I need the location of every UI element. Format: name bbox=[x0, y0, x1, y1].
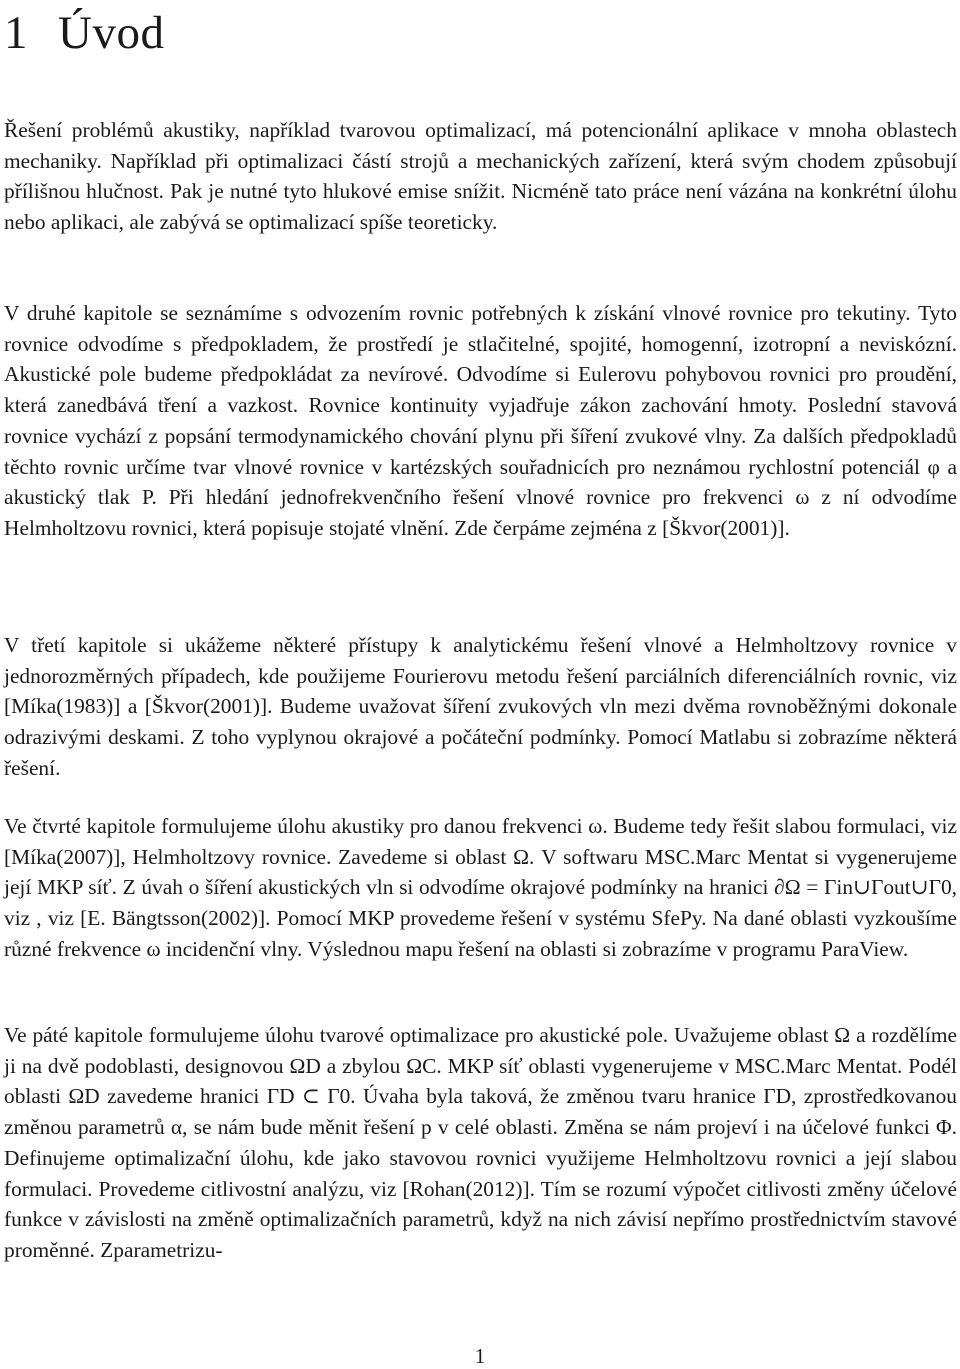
section-number: 1 bbox=[4, 7, 28, 59]
section-heading bbox=[4, 6, 164, 60]
page-number: 1 bbox=[474, 1344, 486, 1368]
paragraph-chapter-3: V třetí kapitole si ukážeme některé přístupy k analytickému řešení vlnové a Helmholtzovy rovnice v jednorozměrných případech, kde použijeme Fourierovu metodu řešení parciálních diferenciálních rovnic, viz [Míka(1983)] a [Škvor(2001)]. Budeme uvažovat šíření zvukových vln mezi dvěma rovnoběžnými dokonale odrazivými deskami. Z toho vyplynou okrajové a počáteční podmínky. Pomocí Matlabu si zobrazíme některá řešení. bbox=[4, 633, 957, 780]
paragraph-chapter-5: Ve páté kapitole formulujeme úlohu tvarové optimalizace pro akustické pole. Uvažujeme oblast Ω a rozdělíme ji na dvě podoblasti, designovou ΩD a zbylou ΩC. MKP síť oblasti vygenerujeme v MSC.Marc Mentat. Podél oblasti ΩD zavedeme hranici ΓD ⊂ Γ0. Úvaha byla taková, že změnou tvaru hranice ΓD, zprostředkovanou změnou parametrů α, se nám bude měnit řešení p v celé oblasti. Změna se nám projeví i na účelové funkci Φ. Definujeme optimalizační úlohu, kde jako stavovou rovnici využijeme Helmholtzovu rovnici a její slabou formulaci. Provedeme citlivostní analýzu, viz [Rohan(2012)]. Tím se rozumí výpočet citlivosti změny účelové funkce v závislosti na změně optimalizačních parametrů, když na nich závisí nepřímo prostřednictvím stavové proměnné. Zparametrizu- bbox=[4, 1023, 957, 1262]
paragraph-chapter-4: Ve čtvrté kapitole formulujeme úlohu akustiky pro danou frekvenci ω. Budeme tedy řešit slabou formulaci, viz [Míka(2007)], Helmholtzovy rovnice. Zavedeme si oblast Ω. V softwaru MSC.Marc Mentat si vygenerujeme její MKP síť. Z úvah o šíření akustických vln si odvodíme okrajové podmínky na hranici ∂Ω = Γin∪Γout∪Γ0, viz , viz [E. Bängtsson(2002)]. Pomocí MKP provedeme řešení v systému SfePy. Na dané oblasti vyzkoušíme různé frekvence ω incidenční vlny. Výslednou mapu řešení na oblasti si zobrazíme v programu ParaView. bbox=[4, 814, 957, 961]
paragraph-chapter-2: V druhé kapitole se seznámíme s odvozením rovnic potřebných k získání vlnové rovnice pro tekutiny. Tyto rovnice odvodíme s předpokladem, že prostředí je stlačitelné, spojité, homogenní, izotropní a neviskózní. Akustické pole budeme předpokládat za nevírové. Odvodíme si Eulerovu pohybovou rovnici pro proudění, která zanedbává tření a vazkost. Rovnice kontinuity vyjadřuje zákon zachování hmoty. Poslední stavová rovnice vychází z popsání termodynamického chování plynu při šíření zvukové vlny. Za dalších předpokladů těchto rovnic určíme tvar vlnové rovnice v kartézských souřadnicích pro neznámou rychlostní potenciál φ a akustický tlak P. Při hledání jednofrekvenčního řešení vlnové rovnice pro frekvenci ω z ní odvodíme Helmholtzovu rovnici, která popisuje stojaté vlnění. Zde čerpáme zejména z [Škvor(2001)]. bbox=[4, 301, 957, 540]
section-title: Úvod bbox=[58, 7, 165, 59]
paragraph-intro: Řešení problémů akustiky, například tvarovou optimalizací, má potencionální aplikace v mnoha oblastech mechaniky. Například při optimalizaci částí strojů a mechanických zařízení, která svým chodem způsobují přílišnou hlučnost. Pak je nutné tyto hlukové emise snížit. Nicméně tato práce není vázána na konkrétní úlohu nebo aplikaci, ale zabývá se optimalizací spíše teoreticky. bbox=[4, 118, 957, 235]
